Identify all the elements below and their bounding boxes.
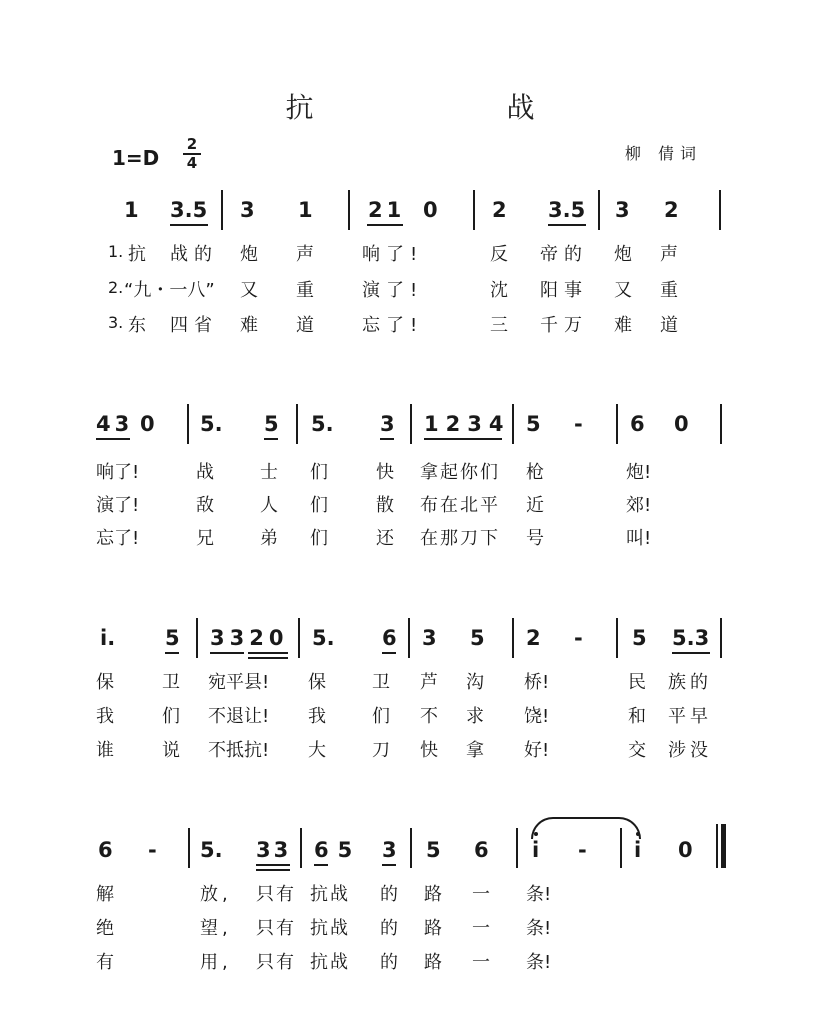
lyric: 阳事 [540, 280, 588, 301]
lyric: 布在北平 [420, 495, 500, 516]
lyric: 不 [420, 706, 438, 727]
note: - [574, 626, 583, 650]
lyric: 饶! [524, 706, 550, 727]
lyric: 保 [96, 672, 114, 693]
note: - [578, 838, 587, 862]
note: 5 [526, 412, 541, 436]
lyric: 弟 [260, 528, 278, 549]
lyric: 抗战 [310, 884, 350, 905]
lyric: 求 [466, 706, 484, 727]
lyric: 解 [96, 884, 114, 905]
lyric: 抗 [128, 244, 146, 265]
note: 3.5 [170, 198, 208, 222]
barline [598, 190, 600, 230]
lyricist-credit: 柳 倩词 [624, 144, 702, 163]
note: - [148, 838, 157, 862]
note: 6 [474, 838, 489, 862]
note: 33 [256, 838, 292, 862]
lyric: 芦 [420, 672, 438, 693]
lyric: 路 [424, 884, 442, 905]
lyric: 快 [376, 462, 394, 483]
barline [221, 190, 223, 230]
note: 3.5 [548, 198, 586, 222]
note: 2 [492, 198, 507, 222]
note: 43 [96, 412, 134, 436]
lyric: 和 [628, 706, 646, 727]
lyric: 不抵抗! [208, 740, 270, 761]
lyric: 又 [240, 280, 258, 301]
note: 0 [674, 412, 689, 436]
lyric: 快 [420, 740, 438, 761]
lyric: 望, [200, 918, 232, 939]
lyric: 交 [628, 740, 646, 761]
lyric: 们 [162, 706, 180, 727]
lyric: 卫 [162, 672, 180, 693]
lyric: 声 [296, 244, 314, 265]
lyric: 人 [260, 495, 278, 516]
underline [96, 438, 130, 440]
lyric: 郊! [626, 495, 652, 516]
verse-number: 1. [108, 242, 124, 261]
barline [196, 618, 198, 658]
lyric: 反 [490, 244, 508, 265]
lyric: 抗战 [310, 952, 350, 973]
underline [256, 869, 290, 871]
lyric: 还 [376, 528, 394, 549]
underline [170, 224, 208, 226]
lyric: 抗战 [310, 918, 350, 939]
lyric: 重 [296, 280, 314, 301]
barline [348, 190, 350, 230]
note: 0 [423, 198, 438, 222]
underline [380, 438, 394, 440]
lyric: 的 [380, 952, 398, 973]
lyric: 忘了! [96, 528, 140, 549]
lyric: 四省 [170, 315, 218, 336]
lyric: 用, [200, 952, 232, 973]
lyric: 声 [660, 244, 678, 265]
lyric: 炮 [614, 244, 632, 265]
verse-number: 3. [108, 313, 124, 332]
lyric: 沈 [490, 280, 508, 301]
lyric: 一 [472, 884, 490, 905]
lyric: 战的 [170, 244, 218, 265]
barline [620, 828, 622, 868]
lyric: 枪 [526, 462, 544, 483]
lyric: 谁 [96, 740, 114, 761]
verse-number: 2. [108, 278, 124, 297]
lyric: 拿 [466, 740, 484, 761]
underline [367, 224, 403, 226]
note: 3 [240, 198, 255, 222]
lyric: 保 [308, 672, 326, 693]
lyric: 绝 [96, 918, 114, 939]
underline [248, 652, 288, 654]
lyric: 大 [308, 740, 326, 761]
underline [314, 864, 328, 866]
song-title: 抗 战 [285, 91, 627, 124]
high-octave-dot [534, 832, 538, 836]
lyric: 道 [660, 315, 678, 336]
underline [210, 652, 244, 654]
tie-slur [531, 817, 641, 839]
lyric: 我 [96, 706, 114, 727]
barline [720, 404, 722, 444]
note: 5 [264, 412, 279, 436]
lyric: 响了! [362, 244, 424, 265]
barline [408, 618, 410, 658]
barline [300, 828, 302, 868]
lyric: 只有 [256, 952, 296, 973]
barline [187, 404, 189, 444]
underline [248, 657, 288, 659]
note: 3 [615, 198, 630, 222]
barline [616, 618, 618, 658]
lyric: 演了! [362, 280, 424, 301]
lyric: 刀 [372, 740, 390, 761]
lyric: 道 [296, 315, 314, 336]
barline [473, 190, 475, 230]
lyric: 在那刀下 [420, 528, 500, 549]
lyric: 族的 [668, 672, 712, 693]
barline [410, 404, 412, 444]
lyric: 路 [424, 918, 442, 939]
note: 5. [311, 412, 334, 436]
lyric: 帝的 [540, 244, 588, 265]
note: 0 [140, 412, 155, 436]
note: 3 [382, 838, 397, 862]
lyric: 又 [614, 280, 632, 301]
lyric: 们 [310, 528, 328, 549]
note: 1 [298, 198, 313, 222]
barline [298, 618, 300, 658]
underline [382, 864, 396, 866]
high-octave-dot [636, 832, 640, 836]
barline [719, 190, 721, 230]
time-denominator: 4 [186, 154, 198, 172]
lyric: 有 [96, 952, 114, 973]
barline [512, 618, 514, 658]
barline [410, 828, 412, 868]
lyric: 战 [196, 462, 214, 483]
lyric: 散 [376, 495, 394, 516]
lyric: 敌 [196, 495, 214, 516]
lyric: 炮! [626, 462, 652, 483]
note: i [532, 838, 540, 862]
barline [512, 404, 514, 444]
final-barline-thin [716, 824, 718, 868]
note: 6 [630, 412, 645, 436]
lyric: 涉没 [668, 740, 712, 761]
lyric: 兄 [196, 528, 214, 549]
note: 21 [368, 198, 406, 222]
lyric: 只有 [256, 918, 296, 939]
lyric: 重 [660, 280, 678, 301]
note: 6 [382, 626, 397, 650]
note: 5 [426, 838, 441, 862]
lyric: 放, [200, 884, 232, 905]
underline [382, 652, 396, 654]
lyric: 条! [526, 952, 552, 973]
barline [188, 828, 190, 868]
lyric: 近 [526, 495, 544, 516]
note: 65 [314, 838, 362, 862]
lyric: 一 [472, 918, 490, 939]
lyric: 们 [310, 495, 328, 516]
lyric: 三 [490, 315, 508, 336]
note: i [634, 838, 642, 862]
lyric: 的 [380, 884, 398, 905]
lyric: 平早 [668, 706, 712, 727]
note: 5. [200, 412, 223, 436]
lyric: 的 [380, 918, 398, 939]
note: 5. [200, 838, 223, 862]
lyric: 千万 [540, 315, 588, 336]
lyric: 难 [614, 315, 632, 336]
lyric: 只有 [256, 884, 296, 905]
note: 5.3 [672, 626, 710, 650]
note: 5 [632, 626, 647, 650]
underline [424, 438, 502, 440]
underline [256, 864, 290, 866]
note: 5 [470, 626, 485, 650]
note: - [574, 412, 583, 436]
note: 1234 [424, 412, 511, 436]
note: 2 [664, 198, 679, 222]
barline [516, 828, 518, 868]
lyric: 不退让! [208, 706, 270, 727]
note: 2 [526, 626, 541, 650]
note: 1 [124, 198, 139, 222]
lyric: 演了! [96, 495, 140, 516]
lyric: 民 [628, 672, 646, 693]
final-barline-thick [721, 824, 726, 868]
lyric: 条! [526, 918, 552, 939]
lyric: 我 [308, 706, 326, 727]
lyric: 士 [260, 462, 278, 483]
lyric: 卫 [372, 672, 390, 693]
note: 3 [380, 412, 395, 436]
lyric: 拿起你们 [420, 462, 500, 483]
lyric: 好! [524, 740, 550, 761]
lyric: 条! [526, 884, 552, 905]
lyric: “九・一八” [124, 280, 215, 301]
time-signature [183, 137, 201, 171]
lyric: 们 [310, 462, 328, 483]
note: i. [100, 626, 116, 650]
lyric: 桥! [524, 672, 550, 693]
lyric: 路 [424, 952, 442, 973]
lyric: 宛平县! [208, 672, 270, 693]
lyric: 说 [162, 740, 180, 761]
note: 6 [98, 838, 113, 862]
underline [672, 652, 710, 654]
note: 3 [422, 626, 437, 650]
barline [616, 404, 618, 444]
lyric: 们 [372, 706, 390, 727]
key-signature: 1=D [112, 146, 160, 170]
underline [264, 438, 278, 440]
lyric: 东 [128, 315, 146, 336]
lyric: 叫! [626, 528, 652, 549]
lyric: 沟 [466, 672, 484, 693]
time-numerator: 2 [186, 135, 198, 153]
lyric: 忘了! [362, 315, 424, 336]
underline [548, 224, 586, 226]
lyric: 号 [526, 528, 544, 549]
barline [296, 404, 298, 444]
note: 3320 [210, 626, 289, 650]
lyric: 响了! [96, 462, 140, 483]
note: 5. [312, 626, 335, 650]
lyric: 一 [472, 952, 490, 973]
barline [720, 618, 722, 658]
note: 0 [678, 838, 693, 862]
underline [165, 652, 179, 654]
lyric: 难 [240, 315, 258, 336]
note: 5 [165, 626, 180, 650]
lyric: 炮 [240, 244, 258, 265]
